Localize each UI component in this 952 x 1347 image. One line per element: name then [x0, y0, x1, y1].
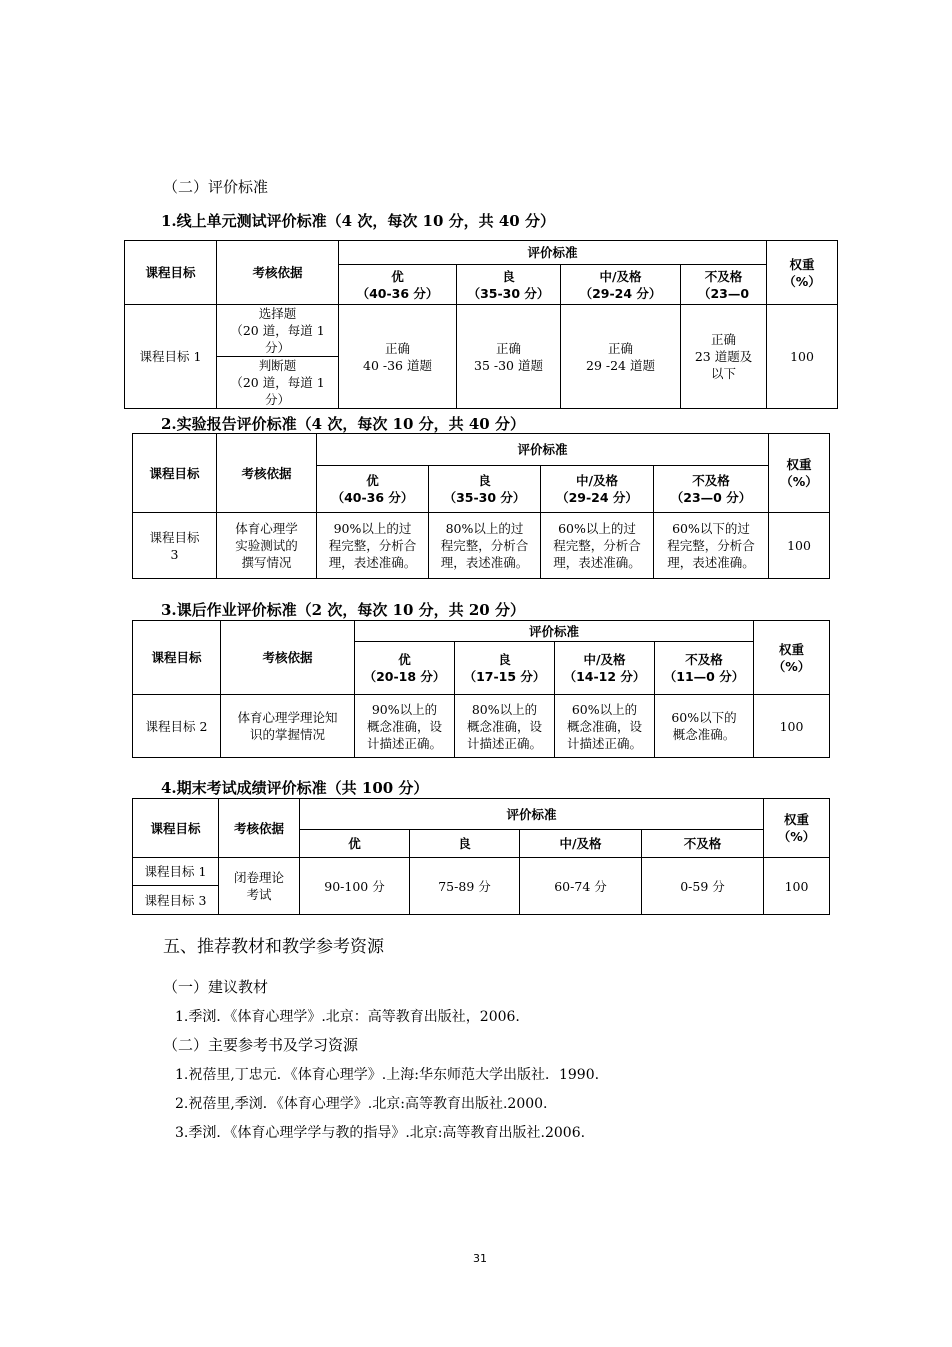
table3 [132, 620, 830, 758]
t4-goal-3: 课程目标 3 [133, 886, 219, 915]
t3-grade-excellent: 优 （20-18 分） [355, 642, 455, 695]
t2-basis: 体育心理学 实验测试的 撰写情况 [217, 513, 317, 579]
t2-cell-good: 80%以上的过 程完整，分析合 理，表述准确。 [429, 513, 541, 579]
t1-header-standard: 评价标准 [339, 241, 767, 265]
t4-header-basis: 考核依据 [219, 799, 300, 858]
page-number: 31 [473, 1252, 487, 1265]
t3-header-basis: 考核依据 [221, 621, 355, 695]
t3-grade-fail: 不及格 （11—0 分） [655, 642, 754, 695]
t4-grade-excellent: 优 [300, 830, 410, 858]
t1-basis-choice: 选择题 （20 道，每道 1 分） [217, 305, 339, 357]
t1-grade-pass: 中/及格 （29-24 分） [561, 265, 681, 305]
t2-weight: 100 [769, 513, 830, 579]
t2-cell-pass: 60%以上的过 程完整，分析合 理，表述准确。 [541, 513, 654, 579]
t4-header-weight: 权重 （%） [764, 799, 830, 858]
t1-header-weight: 权重 （%） [767, 241, 838, 305]
t1-grade-fail: 不及格 （23—0 [681, 265, 767, 305]
t3-header-goal: 课程目标 [133, 621, 221, 695]
t4-weight: 100 [764, 858, 830, 915]
section5-sub-references: （二）主要参考书及学习资源 [163, 1036, 359, 1054]
t3-header-standard: 评价标准 [355, 621, 754, 642]
t2-grade-excellent: 优 （40-36 分） [317, 466, 429, 513]
t3-cell-pass: 60%以上的 概念准确，设 计描述正确。 [555, 695, 655, 758]
reference-item-3: 3.季浏．《体育心理学学与教的指导》.北京:高等教育出版社.2006. [175, 1125, 586, 1141]
t3-grade-pass: 中/及格 （14-12 分） [555, 642, 655, 695]
t3-cell-excellent: 90%以上的 概念准确，设 计描述正确。 [355, 695, 455, 758]
t3-basis: 体育心理学理论知 识的掌握情况 [221, 695, 355, 758]
t1-basis-judge: 判断题 （20 道，每道 1 分） [217, 357, 339, 409]
t4-basis: 闭卷理论 考试 [219, 858, 300, 915]
reference-item-1: 1.祝蓓里,丁忠元．《体育心理学》.上海:华东师范大学出版社．1990. [175, 1067, 600, 1083]
table3-title: 3.课后作业评价标准（2 次，每次 10 分，共 20 分） [161, 601, 525, 619]
t1-cell-good: 正确 35 -30 道题 [457, 305, 561, 409]
textbook-item: 1.季浏．《体育心理学》.北京：高等教育出版社，2006. [175, 1009, 520, 1025]
section5-sub-textbook: （一）建议教材 [163, 978, 269, 996]
t1-grade-good: 良 （35-30 分） [457, 265, 561, 305]
t2-grade-fail: 不及格 （23—0 分） [654, 466, 769, 513]
t1-cell-pass: 正确 29 -24 道题 [561, 305, 681, 409]
t4-cell-good: 75-89 分 [410, 858, 520, 915]
t4-goal-1: 课程目标 1 [133, 858, 219, 886]
section5-title: 五、推荐教材和教学参考资源 [163, 937, 384, 957]
t4-header-standard: 评价标准 [300, 799, 764, 830]
t3-cell-fail: 60%以下的 概念准确。 [655, 695, 754, 758]
t4-cell-pass: 60-74 分 [520, 858, 642, 915]
table2 [132, 433, 830, 579]
t2-cell-fail: 60%以下的过 程完整，分析合 理，表述准确。 [654, 513, 769, 579]
t1-weight: 100 [767, 305, 838, 409]
table1-title: 1.线上单元测试评价标准（4 次，每次 10 分，共 40 分） [161, 212, 555, 230]
t2-goal: 课程目标 3 [133, 513, 217, 579]
t1-grade-excellent: 优 （40-36 分） [339, 265, 457, 305]
t1-cell-excellent: 正确 40 -36 道题 [339, 305, 457, 409]
t3-grade-good: 良 （17-15 分） [455, 642, 555, 695]
t2-grade-pass: 中/及格 （29-24 分） [541, 466, 654, 513]
t2-header-goal: 课程目标 [133, 434, 217, 513]
t1-cell-fail: 正确 23 道题及 以下 [681, 305, 767, 409]
t2-header-standard: 评价标准 [317, 434, 769, 466]
t3-goal: 课程目标 2 [133, 695, 221, 758]
section-heading-eval: （二）评价标准 [163, 178, 269, 196]
table1 [124, 240, 838, 409]
t4-cell-excellent: 90-100 分 [300, 858, 410, 915]
reference-item-2: 2.祝蓓里,季浏．《体育心理学》.北京:高等教育出版社.2000. [175, 1096, 548, 1112]
t4-grade-pass: 中/及格 [520, 830, 642, 858]
t3-cell-good: 80%以上的 概念准确，设 计描述正确。 [455, 695, 555, 758]
t2-grade-good: 良 （35-30 分） [429, 466, 541, 513]
table2-title: 2.实验报告评价标准（4 次，每次 10 分，共 40 分） [161, 415, 525, 433]
table4-title: 4.期末考试成绩评价标准（共 100 分） [161, 779, 429, 797]
t2-cell-excellent: 90%以上的过 程完整，分析合 理，表述准确。 [317, 513, 429, 579]
t4-header-goal: 课程目标 [133, 799, 219, 858]
t4-cell-fail: 0-59 分 [642, 858, 764, 915]
t3-header-weight: 权重 （%） [754, 621, 830, 695]
table4 [132, 798, 830, 915]
t1-header-basis: 考核依据 [217, 241, 339, 305]
t3-weight: 100 [754, 695, 830, 758]
t1-goal: 课程目标 1 [125, 305, 217, 409]
t1-header-goal: 课程目标 [125, 241, 217, 305]
t4-grade-good: 良 [410, 830, 520, 858]
t4-grade-fail: 不及格 [642, 830, 764, 858]
t2-header-weight: 权重 （%） [769, 434, 830, 513]
t2-header-basis: 考核依据 [217, 434, 317, 513]
